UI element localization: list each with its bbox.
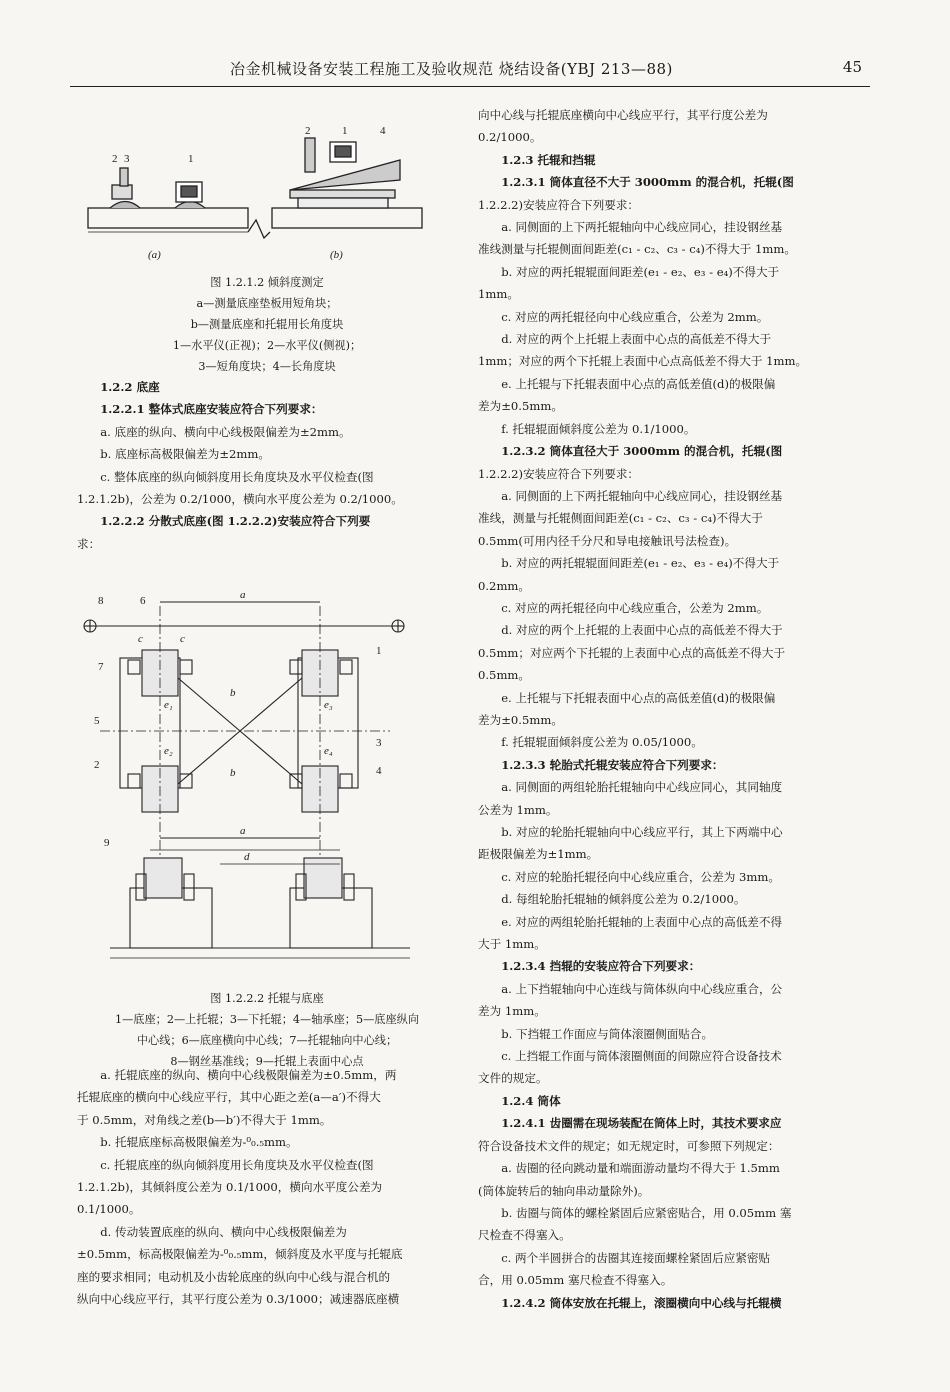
fig2-label: 1 xyxy=(376,645,382,657)
left-column-bottom xyxy=(77,1064,457,1310)
body-text-line: 求： xyxy=(77,536,101,551)
body-text-line: a. 同侧面的上下两托辊轴向中心线应同心，挂设钢丝基 xyxy=(501,220,783,235)
fig2-label: 4 xyxy=(376,765,382,777)
body-text-line: 公差为 1mm。 xyxy=(478,802,558,817)
fig1-label: 2 xyxy=(305,125,311,137)
fig2-label: b xyxy=(230,767,236,779)
section-heading: 1.2.2.2 分散式底座(图 1.2.2.2)安装应符合下列要 xyxy=(100,514,371,529)
body-text-line: 差为 1mm。 xyxy=(478,1004,546,1019)
body-text-line: e. 对应的两组轮胎托辊轴的上表面中心点的高低差不得 xyxy=(501,914,783,929)
fig2-label: c xyxy=(180,633,185,645)
body-text-line: b. 托辊底座标高极限偏差为-⁰₀.₅mm。 xyxy=(100,1135,298,1150)
fig2-label: e₁ xyxy=(164,699,173,711)
caption-line: a—测量底座垫板用短角块； xyxy=(196,297,338,310)
caption-line: 8—钢丝基准线；9—托辊上表面中心点 xyxy=(170,1055,364,1068)
body-text-line: 1.2.2.2)安装应符合下列要求： xyxy=(478,197,640,212)
fig2-label: a xyxy=(240,589,246,601)
page-header xyxy=(70,52,870,87)
body-text-line: b. 下挡辊工作面应与筒体滚圈侧面贴合。 xyxy=(501,1026,714,1041)
body-text-line: 合，用 0.05mm 塞尺检查不得塞入。 xyxy=(478,1273,673,1288)
body-text-line: f. 托辊辊面倾斜度公差为 0.05/1000。 xyxy=(501,735,703,750)
section-heading: 1.2.3.2 筒体直径大于 3000mm 的混合机，托辊(图 xyxy=(501,444,783,459)
body-text-line: a. 上下挡辊轴向中心连线与筒体纵向中心线应重合，公 xyxy=(501,981,783,996)
body-text-line: f. 托辊辊面倾斜度公差为 0.1/1000。 xyxy=(501,421,696,436)
body-text-line: a. 同侧面的两组轮胎托辊轴向中心线应同心，其同轴度 xyxy=(501,780,783,795)
body-text-line: 1.2.2.2)安装应符合下列要求： xyxy=(478,466,640,481)
body-text-line: b. 齿圈与筒体的螺栓紧固后应紧密贴合，用 0.05mm 塞 xyxy=(501,1205,792,1220)
body-text-line: 座的要求相同；电动机及小齿轮底座的纵向中心线与混合机的 xyxy=(77,1269,391,1284)
body-text-line: c. 对应的两托辊径向中心线应重合，公差为 2mm。 xyxy=(501,600,769,615)
subfigure-b-label: (b) xyxy=(330,249,343,261)
body-text-line: b. 对应的轮胎托辊轴向中心线应平行，其上下两端中心 xyxy=(501,825,783,839)
subfigure-a-label: (a) xyxy=(148,249,161,261)
running-title: 冶金机械设备安装工程施工及验收规范 烧结设备(YBJ 213—88) xyxy=(230,60,673,78)
body-text-line: d. 对应的两个上托辊的上表面中心点的高低差不得大于 xyxy=(501,623,783,638)
body-text-line: 0.5mm(可用内径千分尺和导电接触讯号法检查)。 xyxy=(478,533,737,548)
body-text-line: 向中心线与托辊底座横向中心线应平行，其平行度公差为 xyxy=(478,108,768,122)
fig2-label: 2 xyxy=(94,759,100,771)
section-heading: 1.2.3.1 筒体直径不大于 3000mm 的混合机，托辊(图 xyxy=(501,175,794,190)
fig2-label: 8 xyxy=(98,595,104,607)
body-text-line: d. 传动装置底座的纵向、横向中心线极限偏差为 xyxy=(100,1224,347,1239)
fig2-label: 6 xyxy=(140,595,146,607)
body-text-line: ±0.5mm，标高极限偏差为-⁰₀.₅mm，倾斜度及水平度与托辊底 xyxy=(77,1247,403,1262)
caption-line: b—测量底座和托辊用长角度块 xyxy=(190,318,344,331)
body-text-line: 于 0.5mm，对角线之差(b—b′)不得大于 1mm。 xyxy=(77,1112,332,1127)
right-column xyxy=(478,104,888,1314)
caption-line: 图 1.2.2.2 托辊与底座 xyxy=(210,992,324,1005)
body-text-line: a. 托辊底座的纵向、横向中心线极限偏差为±0.5mm，两 xyxy=(100,1068,397,1082)
body-text-line: 0.2mm。 xyxy=(478,578,531,593)
fig2-label: a xyxy=(240,825,246,837)
fig1-label: 2 xyxy=(112,153,118,165)
fig1-label: 1 xyxy=(188,153,194,165)
fig2-label: 5 xyxy=(94,715,100,727)
caption-line: 1—底座；2—上托辊；3—下托辊；4—轴承座；5—底座纵向 xyxy=(114,1013,420,1026)
fig2-label: 3 xyxy=(376,737,382,749)
body-text-line: 纵向中心线应平行，其平行度公差为 0.3/1000；减速器底座横 xyxy=(77,1292,400,1307)
section-heading: 1.2.4.2 筒体安放在托辊上，滚圈横向中心线与托辊横 xyxy=(501,1295,782,1310)
body-text-line: 0.1/1000。 xyxy=(77,1202,141,1217)
caption-line: 图 1.2.1.2 倾斜度测定 xyxy=(210,276,324,289)
body-text-line: a. 底座的纵向、横向中心线极限偏差为±2mm。 xyxy=(100,424,351,439)
figure-tilt-measurement xyxy=(80,120,440,270)
body-text-line: b. 对应的两托辊辊面间距差(e₁ - e₂、e₃ - e₄)不得大于 xyxy=(501,556,780,571)
fig2-label: e₃ xyxy=(324,699,333,711)
section-heading: 1.2.4 筒体 xyxy=(501,1093,561,1108)
body-text-line: 文件的规定。 xyxy=(478,1071,548,1086)
body-text-line: 大于 1mm。 xyxy=(478,937,546,952)
body-text-line: b. 底座标高极限偏差为±2mm。 xyxy=(100,447,270,462)
figure-1-caption xyxy=(77,272,457,377)
body-text-line: b. 对应的两托辊辊面间距差(e₁ - e₂、e₃ - e₄)不得大于 xyxy=(501,264,780,279)
fig2-label: c xyxy=(138,633,143,645)
body-text-line: e. 上托辊与下托辊表面中心点的高低差值(d)的极限偏 xyxy=(501,690,776,705)
fig2-label: b xyxy=(230,687,236,699)
body-text-line: 准线测量与托辊侧面间距差(c₁ - c₂、c₃ - c₄)不得大于 1mm。 xyxy=(478,242,796,257)
body-text-line: 准线，测量与托辊侧面间距差(c₁ - c₂、c₃ - c₄)不得大于 xyxy=(478,511,763,526)
figure-rollers-and-bases xyxy=(80,588,450,978)
body-text-line: d. 每组轮胎托辊轴的倾斜度公差为 0.2/1000。 xyxy=(501,892,746,907)
figure-2-caption xyxy=(70,988,464,1072)
fig2-label: e₄ xyxy=(324,745,333,757)
body-text-line: c. 上挡辊工作面与筒体滚圈侧面的间隙应符合设备技术 xyxy=(501,1049,782,1064)
body-text-line: c. 整体底座的纵向倾斜度用长角度块及水平仪检查(图 xyxy=(100,469,374,484)
body-text-line: 托辊底座的横向中心线应平行，其中心距之差(a—a′)不得大 xyxy=(77,1090,381,1105)
body-text-line: d. 对应的两个上托辊上表面中心点的高低差不得大于 xyxy=(501,332,772,347)
body-text-line: a. 齿圈的径向跳动量和端面游动量均不得大于 1.5mm xyxy=(501,1161,780,1176)
body-text-line: 距极限偏差为±1mm。 xyxy=(478,847,599,862)
body-text-line: 1.2.1.2b)，公差为 0.2/1000，横向水平度公差为 0.2/1000。 xyxy=(77,492,403,507)
body-text-line: c. 两个半圆拼合的齿圈其连接面螺栓紧固后应紧密贴 xyxy=(501,1250,771,1265)
body-text-line: 0.5mm。 xyxy=(478,668,531,683)
body-text-line: 尺检查不得塞入。 xyxy=(478,1228,571,1243)
section-heading: 1.2.2.1 整体式底座安装应符合下列要求： xyxy=(100,402,323,417)
section-heading: 1.2.3.4 挡辊的安装应符合下列要求： xyxy=(501,959,701,974)
body-text-line: 差为±0.5mm。 xyxy=(478,712,563,727)
body-text-line: 差为±0.5mm。 xyxy=(478,399,563,414)
page-number: 45 xyxy=(842,58,862,76)
section-heading: 1.2.3 托辊和挡辊 xyxy=(501,152,596,167)
body-text-line: 符合设备技术文件的规定；如无规定时，可参照下列规定： xyxy=(478,1138,780,1153)
body-text-line: 1mm。 xyxy=(478,287,519,302)
body-text-line: 1.2.1.2b)，其倾斜度公差为 0.1/1000，横向水平度公差为 xyxy=(77,1180,383,1195)
body-text-line: 0.5mm；对应两个下托辊的上表面中心点的高低差不得大于 xyxy=(478,645,786,660)
fig1-label: 3 xyxy=(124,153,130,165)
caption-line: 3—短角度块；4—长角度块 xyxy=(198,360,336,373)
left-column-top xyxy=(77,376,457,555)
body-text-line: c. 对应的两托辊径向中心线应重合，公差为 2mm。 xyxy=(501,309,769,324)
section-heading: 1.2.3.3 轮胎式托辊安装应符合下列要求： xyxy=(501,757,724,772)
body-text-line: 0.2/1000。 xyxy=(478,130,542,145)
body-text-line: 1mm；对应的两个下托辊上表面中心点高低差不得大于 1mm。 xyxy=(478,354,808,369)
fig2-label: d xyxy=(244,851,250,863)
fig2-label: e₂ xyxy=(164,745,173,757)
fig2-label: 7 xyxy=(98,661,104,673)
body-text-line: a. 同侧面的上下两托辊轴向中心线应同心，挂设钢丝基 xyxy=(501,488,783,503)
caption-line: 中心线；6—底座横向中心线；7—托辊轴向中心线； xyxy=(136,1034,398,1047)
section-heading: 1.2.2 底座 xyxy=(100,380,160,394)
body-text-line: e. 上托辊与下托辊表面中心点的高低差值(d)的极限偏 xyxy=(501,376,776,391)
body-text-line: (筒体旋转后的轴向串动量除外)。 xyxy=(478,1183,650,1198)
fig1-label: 4 xyxy=(380,125,386,137)
caption-line: 1—水平仪(正视)；2—水平仪(侧视)； xyxy=(172,339,362,352)
body-text-line: c. 托辊底座的纵向倾斜度用长角度块及水平仪检查(图 xyxy=(100,1157,374,1172)
section-heading: 1.2.4.1 齿圈需在现场装配在筒体上时，其技术要求应 xyxy=(501,1116,782,1131)
body-text-line: c. 对应的轮胎托辊径向中心线应重合，公差为 3mm。 xyxy=(501,869,780,884)
fig1-label: 1 xyxy=(342,125,348,137)
fig2-label: 9 xyxy=(104,837,110,849)
